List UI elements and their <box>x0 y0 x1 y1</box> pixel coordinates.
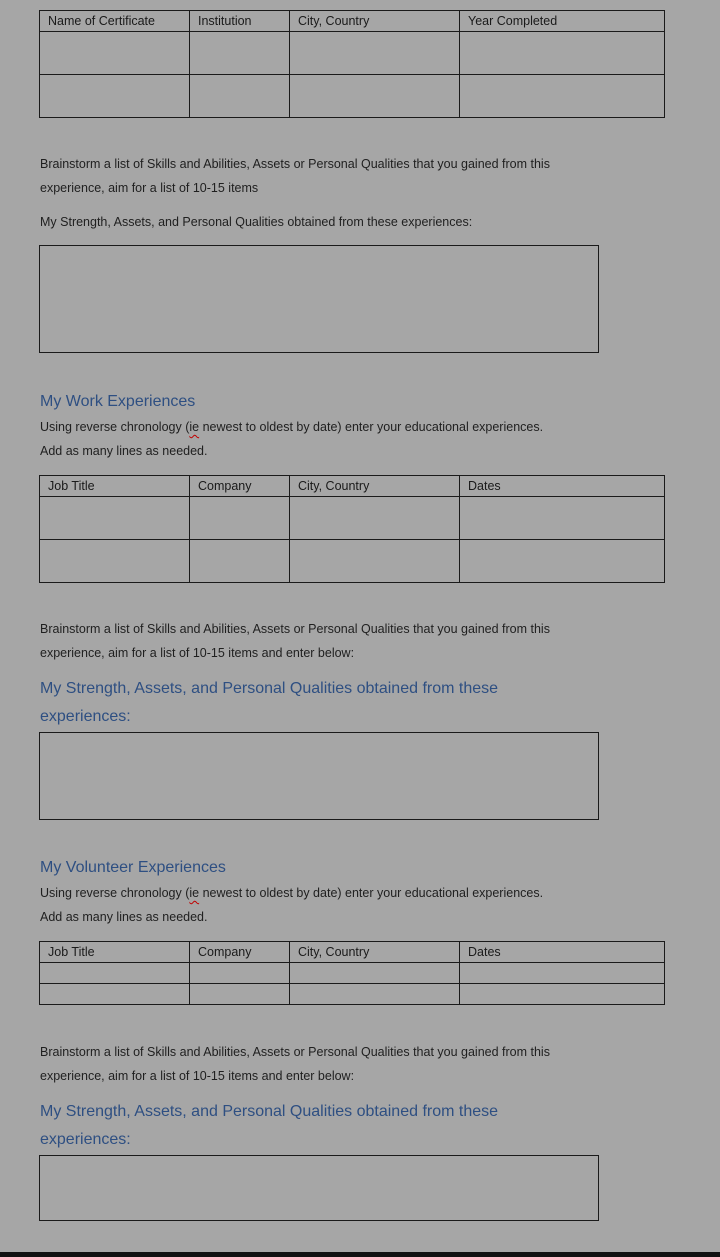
table-header-row <box>40 942 665 963</box>
work-brainstorm-text <box>40 617 550 665</box>
header-company: Company <box>190 476 290 497</box>
education-brainstorm-text <box>40 152 550 200</box>
table-header-row <box>40 11 665 32</box>
header-institution: Institution <box>190 11 290 32</box>
table-row <box>40 984 665 1005</box>
table-cell[interactable] <box>460 963 665 984</box>
strengths-heading-line: experiences: <box>40 1131 131 1148</box>
header-job-title: Job Title <box>40 476 190 497</box>
brainstorm-line: experience, aim for a list of 10-15 items and enter below: <box>40 1069 355 1083</box>
spellcheck-word[interactable]: ie <box>189 420 200 434</box>
table-cell[interactable] <box>290 984 460 1005</box>
work-heading: My Work Experiences <box>40 393 196 410</box>
education-strengths-box[interactable] <box>39 245 599 353</box>
intro-text: Using reverse chronology ( <box>40 886 190 900</box>
table-row <box>40 963 665 984</box>
table-cell[interactable] <box>190 75 290 118</box>
strengths-heading-line: My Strength, Assets, and Personal Qualities obtained from these <box>40 680 499 697</box>
strengths-heading-line: My Strength, Assets, and Personal Qualities obtained from these <box>40 1103 499 1120</box>
table-row <box>40 32 665 75</box>
header-city-country: City, Country <box>290 11 460 32</box>
brainstorm-line: Brainstorm a list of Skills and Abilities, Assets or Personal Qualities that you gained from this <box>40 1045 550 1059</box>
table-row <box>40 540 665 583</box>
table-row <box>40 497 665 540</box>
table-cell[interactable] <box>40 963 190 984</box>
work-strengths-box[interactable] <box>39 732 599 820</box>
volunteer-brainstorm-text <box>40 1040 550 1088</box>
intro-text: newest to oldest by date) enter your educational experiences. <box>199 420 544 434</box>
table-cell[interactable] <box>290 497 460 540</box>
table-cell[interactable] <box>190 984 290 1005</box>
header-city-country: City, Country <box>290 942 460 963</box>
work-table <box>39 475 665 583</box>
volunteer-intro-line2: Add as many lines as needed. <box>40 910 208 924</box>
volunteer-table <box>39 941 665 1005</box>
volunteer-strengths-box[interactable] <box>39 1155 599 1221</box>
table-cell[interactable] <box>290 75 460 118</box>
header-certificate: Name of Certificate <box>40 11 190 32</box>
intro-text: Using reverse chronology ( <box>40 420 190 434</box>
table-header-row <box>40 476 665 497</box>
header-dates: Dates <box>460 476 665 497</box>
spellcheck-word[interactable]: ie <box>189 886 200 900</box>
volunteer-intro-line <box>40 881 543 905</box>
table-cell[interactable] <box>40 75 190 118</box>
intro-text: newest to oldest by date) enter your educational experiences. <box>199 886 544 900</box>
header-dates: Dates <box>460 942 665 963</box>
work-intro-line <box>40 415 543 439</box>
page-bottom-divider <box>0 1252 720 1257</box>
table-cell[interactable] <box>40 497 190 540</box>
strengths-heading-line: experiences: <box>40 708 131 725</box>
table-cell[interactable] <box>290 32 460 75</box>
table-cell[interactable] <box>290 540 460 583</box>
work-intro-line2: Add as many lines as needed. <box>40 444 208 458</box>
table-cell[interactable] <box>460 540 665 583</box>
work-intro <box>40 415 543 463</box>
table-cell[interactable] <box>190 32 290 75</box>
table-cell[interactable] <box>460 984 665 1005</box>
table-cell[interactable] <box>290 963 460 984</box>
table-cell[interactable] <box>40 984 190 1005</box>
table-cell[interactable] <box>190 963 290 984</box>
header-company: Company <box>190 942 290 963</box>
brainstorm-line: experience, aim for a list of 10-15 items and enter below: <box>40 646 355 660</box>
table-cell[interactable] <box>190 540 290 583</box>
volunteer-strengths-heading <box>40 1098 498 1154</box>
volunteer-intro <box>40 881 543 929</box>
header-year-completed: Year Completed <box>460 11 665 32</box>
table-row <box>40 75 665 118</box>
education-strengths-label: My Strength, Assets, and Personal Qualities obtained from these experiences: <box>40 215 473 229</box>
table-cell[interactable] <box>460 497 665 540</box>
education-table <box>39 10 665 118</box>
header-city-country: City, Country <box>290 476 460 497</box>
table-cell[interactable] <box>40 540 190 583</box>
volunteer-heading: My Volunteer Experiences <box>40 859 226 876</box>
table-cell[interactable] <box>460 32 665 75</box>
header-job-title: Job Title <box>40 942 190 963</box>
work-strengths-heading <box>40 675 498 731</box>
table-cell[interactable] <box>190 497 290 540</box>
table-cell[interactable] <box>40 32 190 75</box>
table-cell[interactable] <box>460 75 665 118</box>
brainstorm-line: Brainstorm a list of Skills and Abilities, Assets or Personal Qualities that you gained from this <box>40 622 550 636</box>
brainstorm-line: experience, aim for a list of 10-15 items <box>40 181 259 195</box>
brainstorm-line: Brainstorm a list of Skills and Abilities, Assets or Personal Qualities that you gained from this <box>40 157 550 171</box>
